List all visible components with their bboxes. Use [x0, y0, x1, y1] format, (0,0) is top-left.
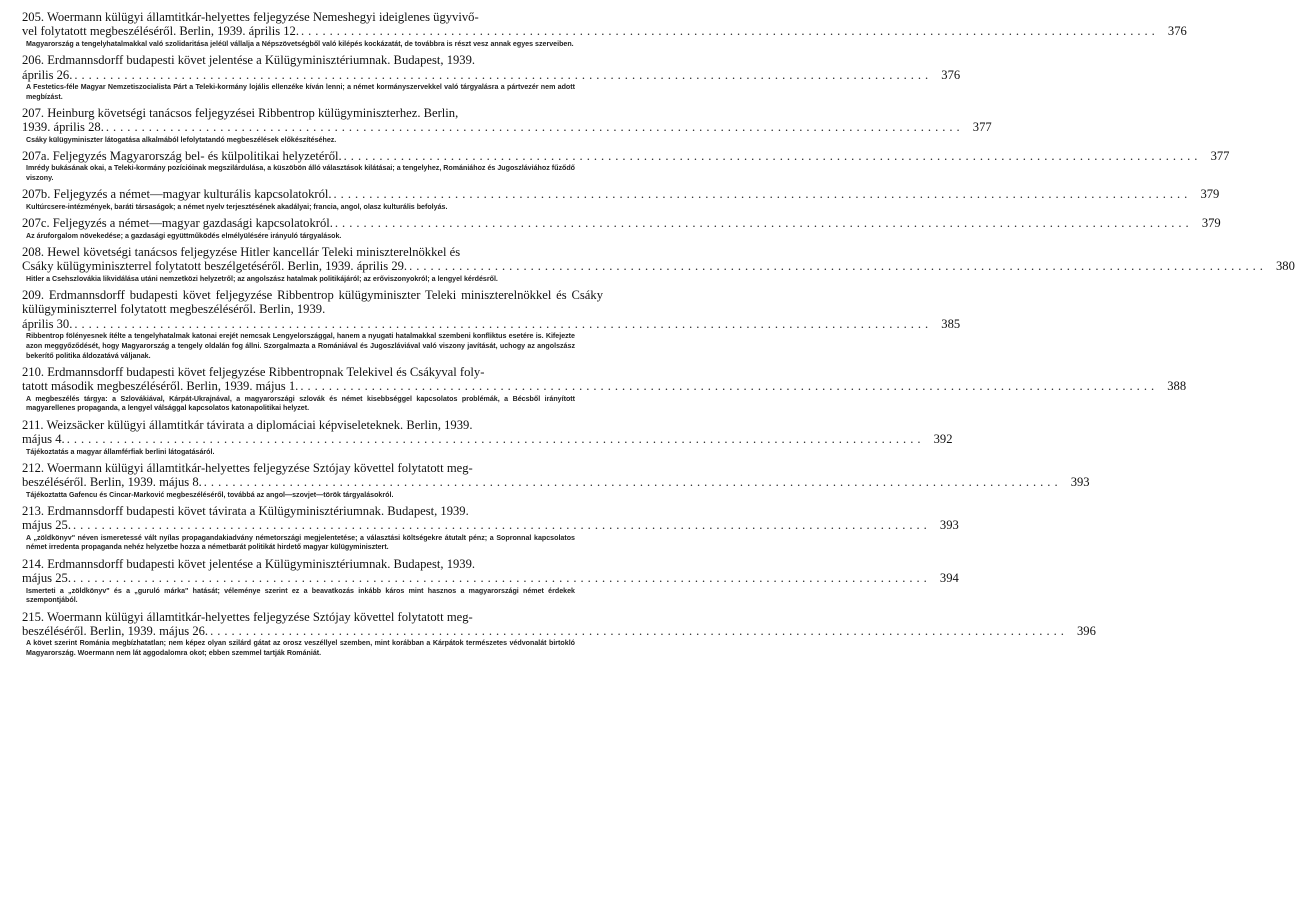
entry-heading-text: 209. Erdmannsdorff budapesti követ feljegyzése Ribbentrop külügyminiszter Teleki miniszterelnökkel és Csáky külügyminiszterrel folytatott megbeszéléséről. Berlin, 1939.: [22, 287, 603, 317]
toc-entry: [22, 364, 1187, 414]
entry-heading-text: 214. Erdmannsdorff budapesti követ jelentése a Külügyminisztériumnak. Budapest, 1939.: [22, 556, 476, 571]
dot-leader: ........................................................................................................................: [72, 518, 931, 533]
page-number: 377: [1210, 149, 1230, 164]
page-number: 380: [1276, 259, 1295, 274]
toc-entry: [22, 460, 1090, 501]
entry-heading-end: 207b. Feljegyzés a német—magyar kulturális kapcsolatokról.: [22, 187, 332, 202]
entry-heading: [22, 503, 959, 533]
entry-summary: Hitler a Csehszlovákia likvidálása utáni nemzetközi helyzetről; az angolszász hatalmak politikájáról; az erőviszonyokról; a lengyel kérdésről.: [26, 274, 498, 283]
entry-heading-end: 1939. április 28.: [22, 120, 104, 135]
page-number: 393: [1070, 475, 1090, 490]
page-number: 396: [1077, 623, 1096, 638]
toc-entry: [22, 149, 1230, 184]
dot-leader: ........................................................................................................................: [409, 259, 1267, 274]
entry-last-line: [22, 432, 953, 447]
page-number: 388: [1167, 379, 1187, 394]
entry-last-line: [22, 259, 1295, 274]
entry-heading: [22, 417, 953, 447]
page-number: 393: [939, 518, 959, 533]
entry-last-line: [22, 623, 1096, 638]
page-number: 379: [1200, 187, 1220, 202]
entry-last-line: [22, 67, 961, 82]
entry-last-line: [22, 24, 1187, 39]
entry-heading: [22, 244, 1295, 274]
entry-summary: A követ szerint Románia megbízhatatlan; nem képez olyan szilárd gátat az orosz veszéllyel szemben, mint korábban a Kárpátok természetes védvonalát birtokló Magyarország. Woermann nem lát aggodalomra okot; ebben szemmel tartják Romániát.: [26, 639, 575, 658]
entry-last-line: [22, 216, 1221, 231]
document-page: [22, 10, 1295, 662]
entry-heading-end: 207c. Feljegyzés a német—magyar gazdasági kapcsolatokról.: [22, 216, 333, 231]
entry-summary: Tájékoztatta Gafencu és Cincar-Marković megbeszéléséről, továbbá az angol—szovjet—török tárgyalásokról.: [26, 490, 394, 499]
entry-summary: Az áruforgalom növekedése; a gazdasági együttműködés elmélyülésére irányuló tárgyalások.: [26, 231, 342, 240]
toc-entry: [22, 244, 1295, 285]
entry-heading-text: 215. Woermann külügyi államtitkár-helyettes feljegyzése Sztójay követtel folytatott meg-: [22, 609, 473, 624]
entry-last-line: [22, 571, 959, 586]
entry-heading: [22, 10, 1187, 39]
toc-entry: [22, 10, 1187, 50]
dot-leader: ........................................................................................................................: [301, 24, 1159, 39]
entry-last-line: [22, 518, 959, 533]
dot-leader: ........................................................................................................................: [72, 571, 931, 586]
entry-heading-end: 207a. Feljegyzés Magyarország bel- és külpolitikai helyzetéről.: [22, 149, 342, 164]
toc-entry: [22, 287, 961, 361]
page-number: 394: [939, 571, 959, 586]
dot-leader: ........................................................................................................................: [105, 120, 964, 135]
entry-heading: [22, 53, 961, 82]
dot-leader: ........................................................................................................................: [334, 216, 1193, 231]
entry-heading-text: 211. Weizsäcker külügyi államtitkár távirata a diplomáciai képviseleteknek. Berlin, 1939.: [22, 417, 473, 432]
entry-summary: Csáky külügyminiszter látogatása alkalmából lefolytatandó megbeszélések előkészítéséhez.: [26, 135, 337, 144]
toc-entry: [22, 216, 1221, 241]
entry-summary: A Festetics-féle Magyar Nemzetiszocialista Párt a Teleki-kormány lojális ellenzéke kíván lenni; a német kormányszervekkel való tárgyalásra a pártvezér nem adott megbízást.: [26, 82, 575, 101]
dot-leader: ........................................................................................................................: [210, 623, 1068, 638]
entry-heading-end: május 25.: [22, 571, 71, 586]
entry-heading: [22, 149, 1230, 164]
toc-entry: [22, 105, 992, 146]
dot-leader: ........................................................................................................................: [343, 149, 1202, 164]
entry-heading-end: tatott második megbeszéléséről. Berlin, 1939. május 1.: [22, 379, 299, 394]
entry-heading-text: 213. Erdmannsdorff budapesti követ távirata a Külügyminisztériumnak. Budapest, 1939.: [22, 503, 469, 518]
entry-heading-text: 207. Heinburg követségi tanácsos feljegyzései Ribbentrop külügyminiszterhez. Berlin,: [22, 105, 459, 120]
toc-entry: [22, 53, 961, 102]
entry-last-line: [22, 475, 1090, 490]
entry-summary: Ismerteti a „zöldkönyv" és a „guruló márka" hatását; véleménye szerint ez a beavatkozás inkább káros mint hasznos a magyarországi német érdekek szempontjából.: [26, 586, 575, 605]
entry-heading-end: beszéléséről. Berlin, 1939. május 26.: [22, 623, 209, 638]
entry-heading-text: 212. Woermann külügyi államtitkár-helyettes feljegyzése Sztójay követtel folytatott meg-: [22, 460, 473, 475]
entry-last-line: [22, 187, 1220, 202]
entry-last-line: [22, 149, 1230, 164]
dot-leader: ........................................................................................................................: [74, 316, 933, 331]
entry-heading-end: vel folytatott megbeszéléséről. Berlin, 1939. április 12.: [22, 24, 299, 39]
page-number: 376: [1167, 24, 1187, 39]
entry-summary: Tájékoztatás a magyar államférfiak berlini látogatásáról.: [26, 447, 215, 456]
toc-entry: [22, 609, 1096, 659]
page-number: 392: [933, 432, 953, 447]
dot-leader: ........................................................................................................................: [74, 67, 933, 82]
dot-leader: ........................................................................................................................: [66, 432, 925, 447]
entry-summary: Ribbentrop fölényesnek ítélte a tengelyhatalmak katonai erejét nemcsak Lengyelországgal, hanem a nyugati hatalmakkal szembeni konfliktus esetére is. Kifejezte azon meggyőződését, hogy Magyarország a tengely oldalán fog állni. Szorgalmazta a Romániával és Jugoszláviával való viszony javítását, uchogy az angolszász bekerítő politika áldozatává váljanak.: [26, 332, 575, 360]
entry-summary: Magyarország a tengelyhatalmakkal való szolidaritása jeléül vállalja a Népszövetségből való kilépés kockázatát, de továbbra is részt vesz annak egyes szerveiben.: [26, 39, 574, 48]
dot-leader: ........................................................................................................................: [300, 379, 1159, 394]
toc-entry: [22, 503, 959, 553]
page-number: 376: [941, 67, 961, 82]
entry-summary: A megbeszélés tárgya: a Szlovákiával, Kárpát-Ukrajnával, a magyarországi szlovák és német kisebbséggel kapcsolatos problémák, a Bécsből irányított magyarellenes propaganda, a lengyel válsággal kapcsolatos katonapolitikai helyzet.: [26, 394, 575, 413]
entry-last-line: [22, 316, 961, 331]
entry-heading-text: 208. Hewel követségi tanácsos feljegyzése Hitler kancellár Teleki miniszterelnökkel és: [22, 244, 461, 259]
entry-heading-end: május 4.: [22, 432, 65, 447]
entry-last-line: [22, 120, 992, 135]
entry-last-line: [22, 379, 1187, 394]
entry-heading-end: beszéléséről. Berlin, 1939. május 8.: [22, 475, 202, 490]
entry-summary: Imrédy bukásának okai, a Teleki-kormány pozícióinak megszilárdulása, a küszöbön álló választások kilátásai; a tengelyhez, Romániához és Jugoszláviához fűződő viszony.: [26, 164, 575, 183]
dot-leader: ........................................................................................................................: [333, 187, 1192, 202]
page-number: 377: [972, 120, 992, 135]
toc-entry: [22, 187, 1220, 212]
entry-heading: [22, 364, 1187, 394]
page-number: 379: [1201, 216, 1221, 231]
entry-heading-text: 206. Erdmannsdorff budapesti követ jelentése a Külügyminisztériumnak. Budapest, 1939.: [22, 53, 476, 68]
entry-heading: [22, 556, 959, 586]
entry-heading-end: április 30.: [22, 316, 73, 331]
entry-heading: [22, 287, 961, 331]
entry-heading-text: 205. Woermann külügyi államtitkár-helyettes feljegyzése Nemeshegyi ideiglenes ügyvivő-: [22, 10, 479, 24]
entry-heading: [22, 187, 1220, 202]
entry-heading: [22, 216, 1221, 231]
dot-leader: ........................................................................................................................: [203, 475, 1062, 490]
entry-heading-end: május 25.: [22, 518, 71, 533]
entry-heading-text: 210. Erdmannsdorff budapesti követ feljegyzése Ribbentropnak Telekivel és Csákyval foly-: [22, 364, 485, 379]
entry-heading: [22, 460, 1090, 490]
entry-heading: [22, 105, 992, 135]
toc-entry: [22, 417, 953, 458]
toc-entry: [22, 556, 959, 606]
page-number: 385: [941, 316, 961, 331]
entry-heading: [22, 609, 1096, 639]
entry-heading-end: április 26.: [22, 67, 73, 82]
entry-summary: A „zöldkönyv" néven ismeretessé vált nyílas propagandakiadvány németországi megjelentetése; a választási költségekre átutalt pénz; a Sopronnal kapcsolatos német irredenta propaganda nehéz helyzetbe hozza a németbarát politikát hirdető magyar külügyminisztert.: [26, 533, 575, 552]
entry-heading-end: Csáky külügyminiszterrel folytatott beszélgetéséről. Berlin, 1939. április 29.: [22, 259, 408, 274]
entry-summary: Kultúrcsere-intézmények, baráti társaságok; a német nyelv terjesztésének akadályai; francia, angol, olasz kulturális befolyás.: [26, 202, 448, 211]
